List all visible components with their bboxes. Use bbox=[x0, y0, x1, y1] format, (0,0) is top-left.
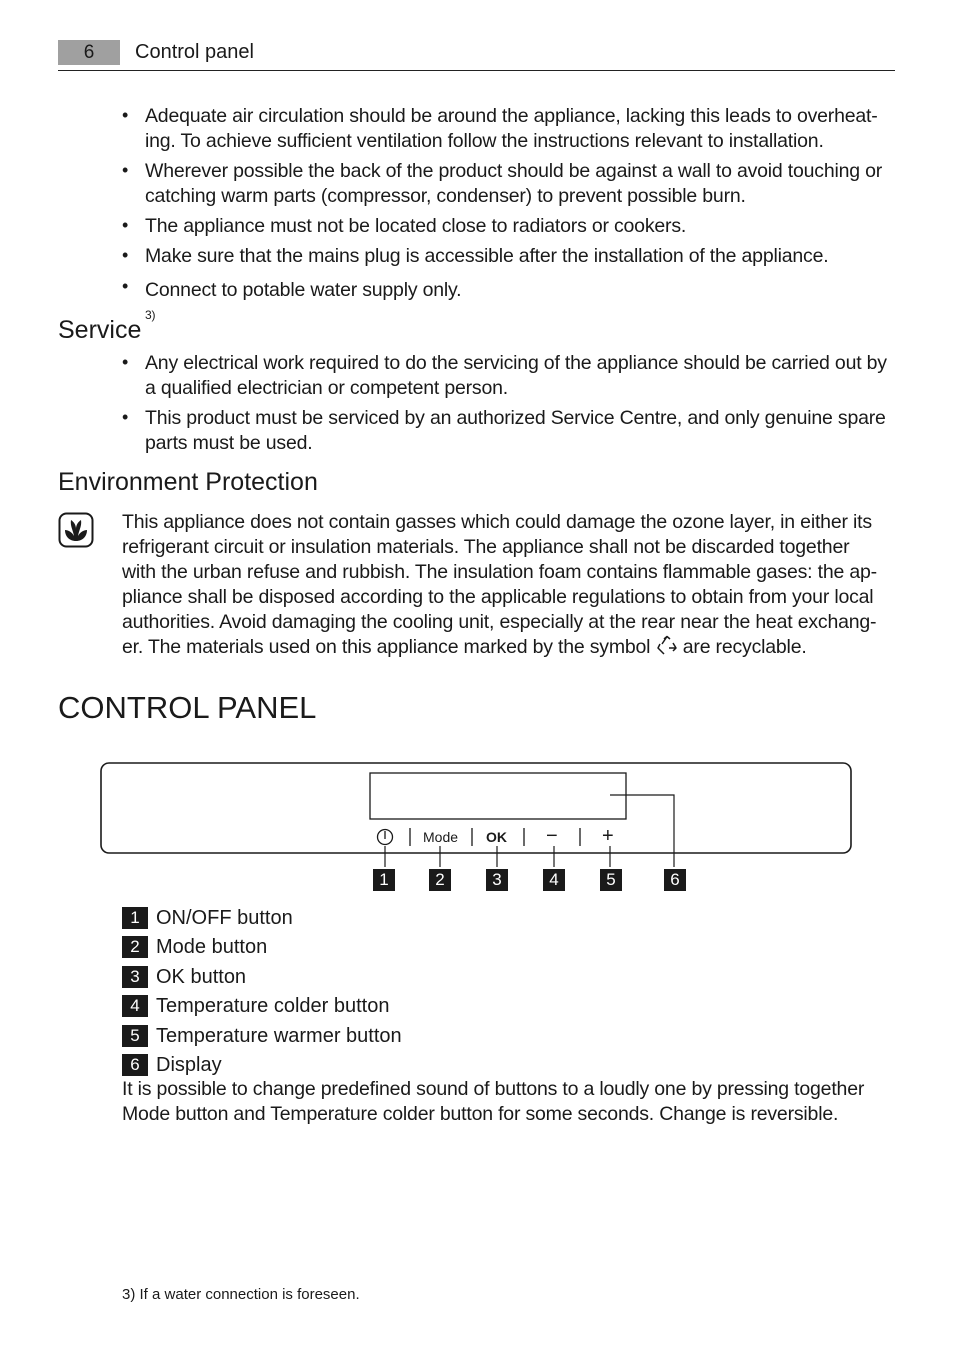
list-item-line: a qualified electrician or competent person. bbox=[145, 377, 508, 399]
paragraph-line: Mode button and Temperature colder button for some seconds. Change is reversible. bbox=[122, 1103, 839, 1125]
paragraph-line bbox=[122, 635, 877, 660]
footnote: 3) If a water connection is foreseen. bbox=[122, 1286, 360, 1303]
paragraph-line: pliance shall be disposed according to the applicable regulations to obtain from your local bbox=[122, 586, 874, 608]
paragraph-text: er. The materials used on this appliance marked by the symbol bbox=[122, 636, 651, 658]
header-rule bbox=[58, 70, 895, 71]
list-item bbox=[145, 104, 878, 154]
list-item-line: catching warm parts (compressor, condenser) to prevent possible burn. bbox=[145, 185, 746, 207]
bullet-icon: • bbox=[122, 276, 129, 296]
environment-heading: Environment Protection bbox=[58, 468, 318, 496]
legend-label: Mode button bbox=[156, 936, 268, 958]
power-icon[interactable] bbox=[376, 828, 394, 846]
callout-6: 6 bbox=[664, 869, 686, 891]
list-item bbox=[145, 406, 886, 456]
callout-2: 2 bbox=[429, 869, 451, 891]
bullet-icon: • bbox=[122, 105, 129, 125]
bullet-icon: • bbox=[122, 407, 129, 427]
control-panel-heading: CONTROL PANEL bbox=[58, 690, 317, 725]
callout-1: 1 bbox=[373, 869, 395, 891]
paragraph-line: It is possible to change predefined sound of buttons to a loudly one by pressing together bbox=[122, 1078, 865, 1100]
list-item-line: This product must be serviced by an authorized Service Centre, and only genuine spare bbox=[145, 407, 886, 429]
callout-5: 5 bbox=[600, 869, 622, 891]
bullet-icon: • bbox=[122, 245, 129, 265]
page-number: 6 bbox=[58, 40, 120, 65]
legend-number: 2 bbox=[122, 936, 148, 958]
list-item-line: Adequate air circulation should be around the appliance, lacking this leads to overheat- bbox=[145, 105, 878, 127]
legend-label: Display bbox=[156, 1054, 222, 1076]
recycle-icon bbox=[656, 635, 678, 657]
paragraph-line: refrigerant circuit or insulation materials. The appliance shall not be discarded together bbox=[122, 536, 850, 558]
ok-button[interactable]: OK bbox=[486, 829, 507, 845]
list-item bbox=[145, 278, 461, 334]
sound-note-paragraph bbox=[122, 1077, 864, 1127]
callout-3: 3 bbox=[486, 869, 508, 891]
list-item-line: ing. To achieve sufficient ventilation follow the instructions relevant to installation. bbox=[145, 130, 824, 152]
legend-label: ON/OFF button bbox=[156, 907, 293, 929]
list-item-line: Connect to potable water supply only. bbox=[145, 279, 462, 301]
legend-label: Temperature colder button bbox=[156, 995, 390, 1017]
warmer-button[interactable]: + bbox=[602, 825, 614, 847]
bullet-icon: • bbox=[122, 160, 129, 180]
paragraph-text: are recyclable. bbox=[682, 636, 807, 658]
paragraph-line: authorities. Avoid damaging the cooling unit, especially at the rear near the heat exchang- bbox=[122, 611, 877, 633]
callout-4: 4 bbox=[543, 869, 565, 891]
legend-number: 3 bbox=[122, 966, 148, 988]
paragraph-line: with the urban refuse and rubbish. The insulation foam contains flammable gases: the ap- bbox=[122, 561, 877, 583]
list-item-line: Any electrical work required to do the servicing of the appliance should be carried out by bbox=[145, 352, 887, 374]
legend-label: OK button bbox=[156, 966, 247, 988]
list-item-line: Make sure that the mains plug is accessible after the installation of the appliance. bbox=[145, 245, 829, 267]
mode-button[interactable]: Mode bbox=[423, 829, 459, 845]
bullet-icon: • bbox=[122, 352, 129, 372]
environment-paragraph bbox=[122, 510, 877, 660]
footnote-ref[interactable]: 3) bbox=[145, 308, 156, 322]
list-item-line: parts must be used. bbox=[145, 432, 313, 454]
colder-button[interactable]: − bbox=[546, 825, 558, 847]
display-window bbox=[370, 773, 626, 819]
bullet-icon: • bbox=[122, 215, 129, 235]
paragraph-line: This appliance does not contain gasses which could damage the ozone layer, in either its bbox=[122, 511, 872, 533]
list-item bbox=[145, 244, 828, 269]
legend-label: Temperature warmer button bbox=[156, 1025, 402, 1047]
list-item bbox=[145, 159, 882, 209]
service-heading: Service bbox=[58, 316, 142, 344]
list-item bbox=[145, 214, 686, 239]
legend-number: 4 bbox=[122, 995, 148, 1017]
running-header-title: Control panel bbox=[135, 41, 254, 63]
legend-number: 1 bbox=[122, 907, 148, 929]
control-panel-diagram bbox=[100, 762, 852, 854]
legend-number: 5 bbox=[122, 1025, 148, 1047]
legend-number: 6 bbox=[122, 1054, 148, 1076]
environment-icon bbox=[58, 512, 94, 548]
list-item-line: The appliance must not be located close to radiators or cookers. bbox=[145, 215, 687, 237]
list-item bbox=[145, 351, 887, 401]
list-item-line: Wherever possible the back of the product should be against a wall to avoid touching or bbox=[145, 160, 883, 182]
